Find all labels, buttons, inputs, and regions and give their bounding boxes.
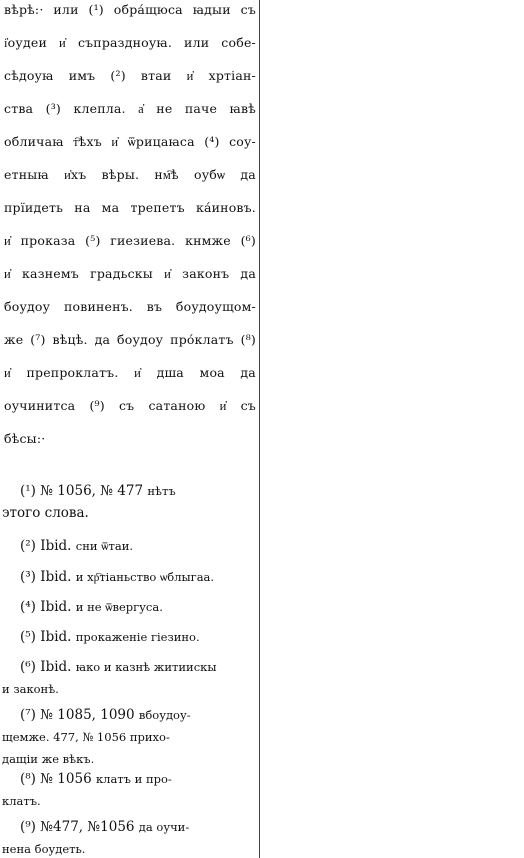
text-line <box>4 35 256 59</box>
word: оучинитса <box>4 398 76 413</box>
word: а҆ <box>138 101 144 116</box>
footnote-line <box>20 537 272 555</box>
word: ѿрицаꙗса <box>127 134 195 149</box>
footnote-line <box>20 628 272 646</box>
word: кнмже <box>185 233 231 248</box>
word: боудоу <box>4 299 51 314</box>
word: и҆ <box>4 365 11 380</box>
word: и҆ <box>4 266 11 281</box>
footnote-ref: (³) Ibid. <box>20 569 76 585</box>
footnote-ref: (⁸) № 1056 <box>20 771 96 787</box>
footnote-text: вбоудоу- <box>138 708 191 722</box>
footnote-line <box>2 792 254 810</box>
footnote-line <box>2 840 254 858</box>
word: законъ <box>182 266 230 281</box>
word: и҆ <box>4 233 11 248</box>
word: паче <box>184 101 218 116</box>
word: въ <box>146 299 163 314</box>
footnote-text: и хр҇тіаньство ѡблыгаа. <box>75 570 215 584</box>
text-line <box>4 200 256 224</box>
text-line <box>4 299 256 323</box>
word: (⁵) <box>85 233 101 248</box>
footnote-line <box>20 598 272 616</box>
footnote-ref: (¹) № 1056, № 477 <box>20 483 148 499</box>
word: на <box>74 200 91 215</box>
word: трепетъ <box>130 200 185 215</box>
word: и҆хъ <box>64 167 87 182</box>
word: т҇ѣхъ <box>73 134 102 149</box>
word: боудоу <box>117 332 164 347</box>
column-rule <box>259 0 260 858</box>
footnote-text: прокаженіе гіезино. <box>75 630 200 644</box>
word: или <box>53 2 79 17</box>
footnote-ref: (⁶) Ibid. <box>20 659 76 675</box>
footnote-text: и законѣ. <box>2 682 59 696</box>
text-line <box>4 101 256 125</box>
word: и҆ <box>59 35 66 50</box>
footnote-line <box>20 482 272 500</box>
word: етныꙗ <box>4 167 49 182</box>
word: препроклатъ. <box>26 365 119 380</box>
word: прїидеть <box>4 200 64 215</box>
word: да <box>240 167 256 182</box>
word: обра́щюса <box>113 2 183 17</box>
word: ка́иновъ. <box>195 200 256 215</box>
word: съ <box>240 398 256 413</box>
footnote-text: нѣтъ <box>147 484 176 498</box>
footnote-ref: (⁵) Ibid. <box>20 629 76 645</box>
footnote-line <box>2 680 254 698</box>
text-line <box>4 266 256 290</box>
word: и҆ <box>134 365 141 380</box>
text-line <box>4 167 256 191</box>
word: (⁴) <box>204 134 220 149</box>
footnote-text: нена боудеть. <box>2 842 86 856</box>
word: (⁶) <box>240 233 256 248</box>
word: нм҇ѣ <box>154 167 179 182</box>
footnote-ref: (⁹) №477, №1056 <box>20 819 139 835</box>
footnote-line <box>20 658 272 676</box>
footnote-line <box>2 750 254 768</box>
footnote-text: щемже. 477, № 1056 прихо- <box>2 730 170 744</box>
word: (⁹) <box>89 398 105 413</box>
footnote-line <box>20 818 272 836</box>
footnote-text: и не ѿвергуса. <box>75 600 163 614</box>
word: ства <box>4 101 34 116</box>
word: повиненъ. <box>63 299 133 314</box>
footnote-line <box>20 770 272 788</box>
footnote-line <box>20 568 272 586</box>
word: соу- <box>229 134 256 149</box>
word: бѣсы:· <box>4 431 46 446</box>
word: вѣрѣ:· <box>4 2 44 17</box>
footnote-line <box>2 504 254 522</box>
text-line <box>4 332 256 356</box>
text-line <box>4 134 256 158</box>
word: (⁸) <box>240 332 256 347</box>
word: и҆ <box>219 398 227 413</box>
footnote-ref: этого слова. <box>2 505 89 521</box>
word: съпраздноуꙗ. <box>77 35 173 50</box>
word: же <box>4 332 24 347</box>
word: да <box>94 332 111 347</box>
footnote-text: клатъ. <box>2 794 41 808</box>
text-line <box>4 233 256 257</box>
text-line <box>4 2 256 26</box>
word: градьскы <box>90 266 153 281</box>
word: и҆ <box>164 266 172 281</box>
word: дша <box>156 365 184 380</box>
footnote-text: клатъ и про- <box>95 772 172 786</box>
word: хртіан- <box>208 68 256 83</box>
text-line <box>4 431 256 455</box>
word: оубѡ <box>194 167 226 182</box>
word: и҆ <box>186 68 194 83</box>
word: моа <box>199 365 225 380</box>
word: боудоущом- <box>175 299 256 314</box>
word: і҆оудеи <box>4 35 47 50</box>
word: казнемъ <box>22 266 79 281</box>
word: (²) <box>110 68 126 83</box>
word: съ <box>240 2 256 17</box>
footnote-text: сни ѿтаи. <box>75 539 134 553</box>
word: съ <box>118 398 135 413</box>
word: да <box>240 365 256 380</box>
word: сѣдоуꙗ <box>4 68 54 83</box>
footnote-line <box>20 706 272 724</box>
text-line <box>4 398 256 422</box>
footnote-text: ꙗко и казнѣ житиискы <box>75 660 217 674</box>
word: гиезиева. <box>110 233 176 248</box>
word: или <box>184 35 210 50</box>
word: имъ <box>68 68 96 83</box>
word: ꙗвѣ <box>229 101 256 116</box>
word: сатаною <box>148 398 206 413</box>
word: собе- <box>221 35 256 50</box>
word: ма <box>101 200 120 215</box>
word: втаи <box>140 68 172 83</box>
word: (³) <box>45 101 62 116</box>
word: да <box>240 266 256 281</box>
word: проказа <box>20 233 76 248</box>
word: вѣры. <box>101 167 140 182</box>
text-line <box>4 365 256 389</box>
word: обличаꙗ <box>4 134 64 149</box>
word: ꙗдыи <box>192 2 231 17</box>
word: клепла. <box>73 101 126 116</box>
word: (¹) <box>88 2 104 17</box>
footnote-ref: (⁴) Ibid. <box>20 599 76 615</box>
word: про́клатъ <box>170 332 234 347</box>
footnote-ref: (⁷) № 1085, 1090 <box>20 707 139 723</box>
footnote-line <box>2 728 254 746</box>
text-line <box>4 68 256 92</box>
footnote-text: да оучи- <box>138 820 190 834</box>
word: вѣцѣ. <box>52 332 88 347</box>
word: (⁷) <box>30 332 46 347</box>
footnote-ref: (²) Ibid. <box>20 538 76 554</box>
word: и҆ <box>111 134 119 149</box>
footnote-text: дащіи же вѣкъ. <box>2 752 95 766</box>
word: не <box>156 101 173 116</box>
